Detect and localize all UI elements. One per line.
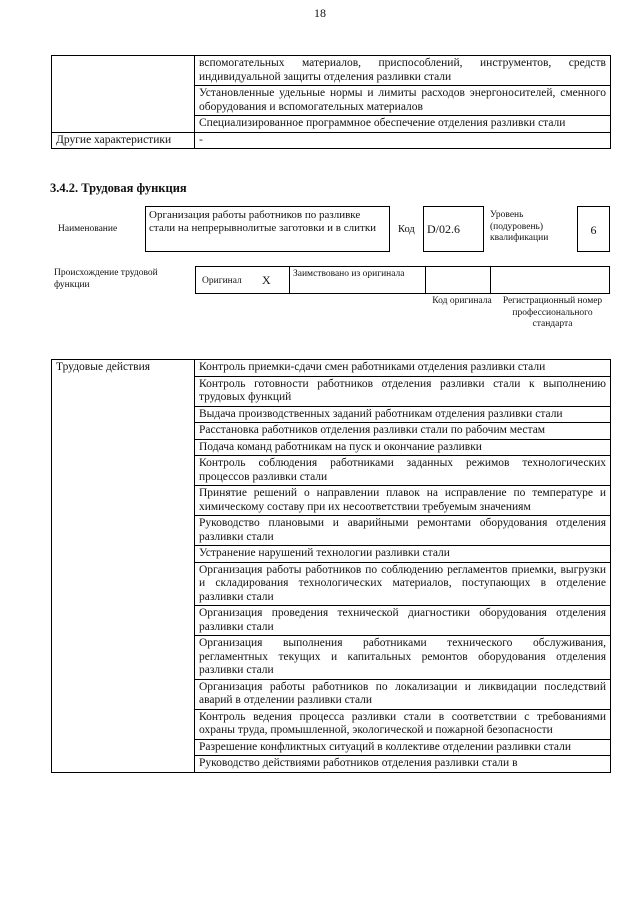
labor-action-item: Подача команд работникам на пуск и окончание разливки	[195, 439, 611, 456]
level-value: 6	[590, 223, 597, 237]
page-number: 18	[314, 6, 326, 20]
labor-actions-table	[51, 359, 611, 773]
labor-action-item: Принятие решений о направлении плавок на исправление по температуре и химическому составу при их несоответствии требуемым значениям	[195, 486, 611, 516]
labor-action-item: Контроль приемки-сдачи смен работниками отделения разливки стали	[195, 360, 611, 377]
labor-action-item: Выдача производственных заданий работникам отделения разливки стали	[195, 406, 611, 423]
labor-action-item: Контроль ведения процесса разливки стали в соответствии с требованиями охраны труда, промышленной, экологической и пожарной безопасности	[195, 709, 611, 739]
labor-action-item: Организация проведения технической диагностики оборудования отделения разливки стали	[195, 606, 611, 636]
labor-action-item: Организация работы работников по локализации и ликвидации последствий аварий в отделении разливки стали	[195, 679, 611, 709]
original-label: Оригинал	[202, 276, 242, 286]
characteristics-table	[51, 55, 611, 149]
code-label: Код	[398, 224, 415, 235]
code-value: D/02.6	[427, 222, 460, 236]
table-cell-right: Установленные удельные нормы и лимиты расходов энергоносителей, сменного оборудования и вспомогательных материалов	[195, 86, 611, 116]
table-row	[52, 132, 611, 149]
table-cell-left: Другие характеристики	[52, 132, 195, 149]
labor-action-item: Контроль соблюдения работниками заданных режимов технологических процессов разливки стали	[195, 456, 611, 486]
code-box	[423, 206, 484, 252]
labor-action-item: Устранение нарушений технологии разливки стали	[195, 546, 611, 563]
table-cell-left	[52, 56, 195, 133]
labor-action-item: Разрешение конфликтных ситуаций в коллективе отделении разливки стали	[195, 739, 611, 756]
code-original-cell	[427, 267, 491, 293]
code-original-caption: Код оригинала	[432, 296, 492, 306]
borrowed-cell	[290, 267, 426, 293]
labor-action-item: Расстановка работников отделения разливки стали по рабочим местам	[195, 423, 611, 440]
level-box	[577, 206, 610, 252]
name-label: Наименование	[58, 224, 118, 234]
origin-box	[195, 266, 610, 294]
labor-action-item: Руководство плановыми и аварийными ремонтами оборудования отделения разливки стали	[195, 516, 611, 546]
table-row	[52, 360, 611, 377]
level-label: Уровень (подуровень) квалификации	[490, 210, 549, 243]
origin-label: Происхождение трудовой функции	[54, 268, 158, 290]
table-cell-right: вспомогательных материалов, приспособлений, инструментов, средств индивидуальной защиты отделения разливки стали	[195, 56, 611, 86]
function-name-value: Организация работы работников по разливке стали на непрерывнолитые заготовки и в слитки	[149, 209, 377, 234]
table-cell-right: -	[195, 132, 611, 149]
labor-action-item: Организация работы работников по соблюдению регламентов приемки, выгрузки и складирования технологических материалов, поступающих в отделение разливки стали	[195, 562, 611, 606]
labor-action-item: Руководство действиями работников отделения разливки стали в	[195, 756, 611, 773]
function-name-box	[145, 206, 390, 252]
labor-actions-header: Трудовые действия	[52, 360, 195, 773]
table-row	[52, 56, 611, 86]
reg-number-caption: Регистрационный номер профессионального стандарта	[502, 296, 603, 329]
original-cell	[196, 267, 290, 293]
labor-action-item: Контроль готовности работников отделения разливки стали к выполнению трудовых функций	[195, 376, 611, 406]
borrowed-label: Заимствовано из оригинала	[293, 269, 405, 279]
section-heading: 3.4.2. Трудовая функция	[50, 181, 187, 195]
original-mark: X	[262, 273, 271, 287]
table-cell-right: Специализированное программное обеспечение отделения разливки стали	[195, 116, 611, 133]
reg-number-cell	[491, 267, 609, 293]
labor-action-item: Организация выполнения работниками технического обслуживания, регламентных текущих и капитальных ремонтов оборудования отделения разливки стали	[195, 636, 611, 680]
